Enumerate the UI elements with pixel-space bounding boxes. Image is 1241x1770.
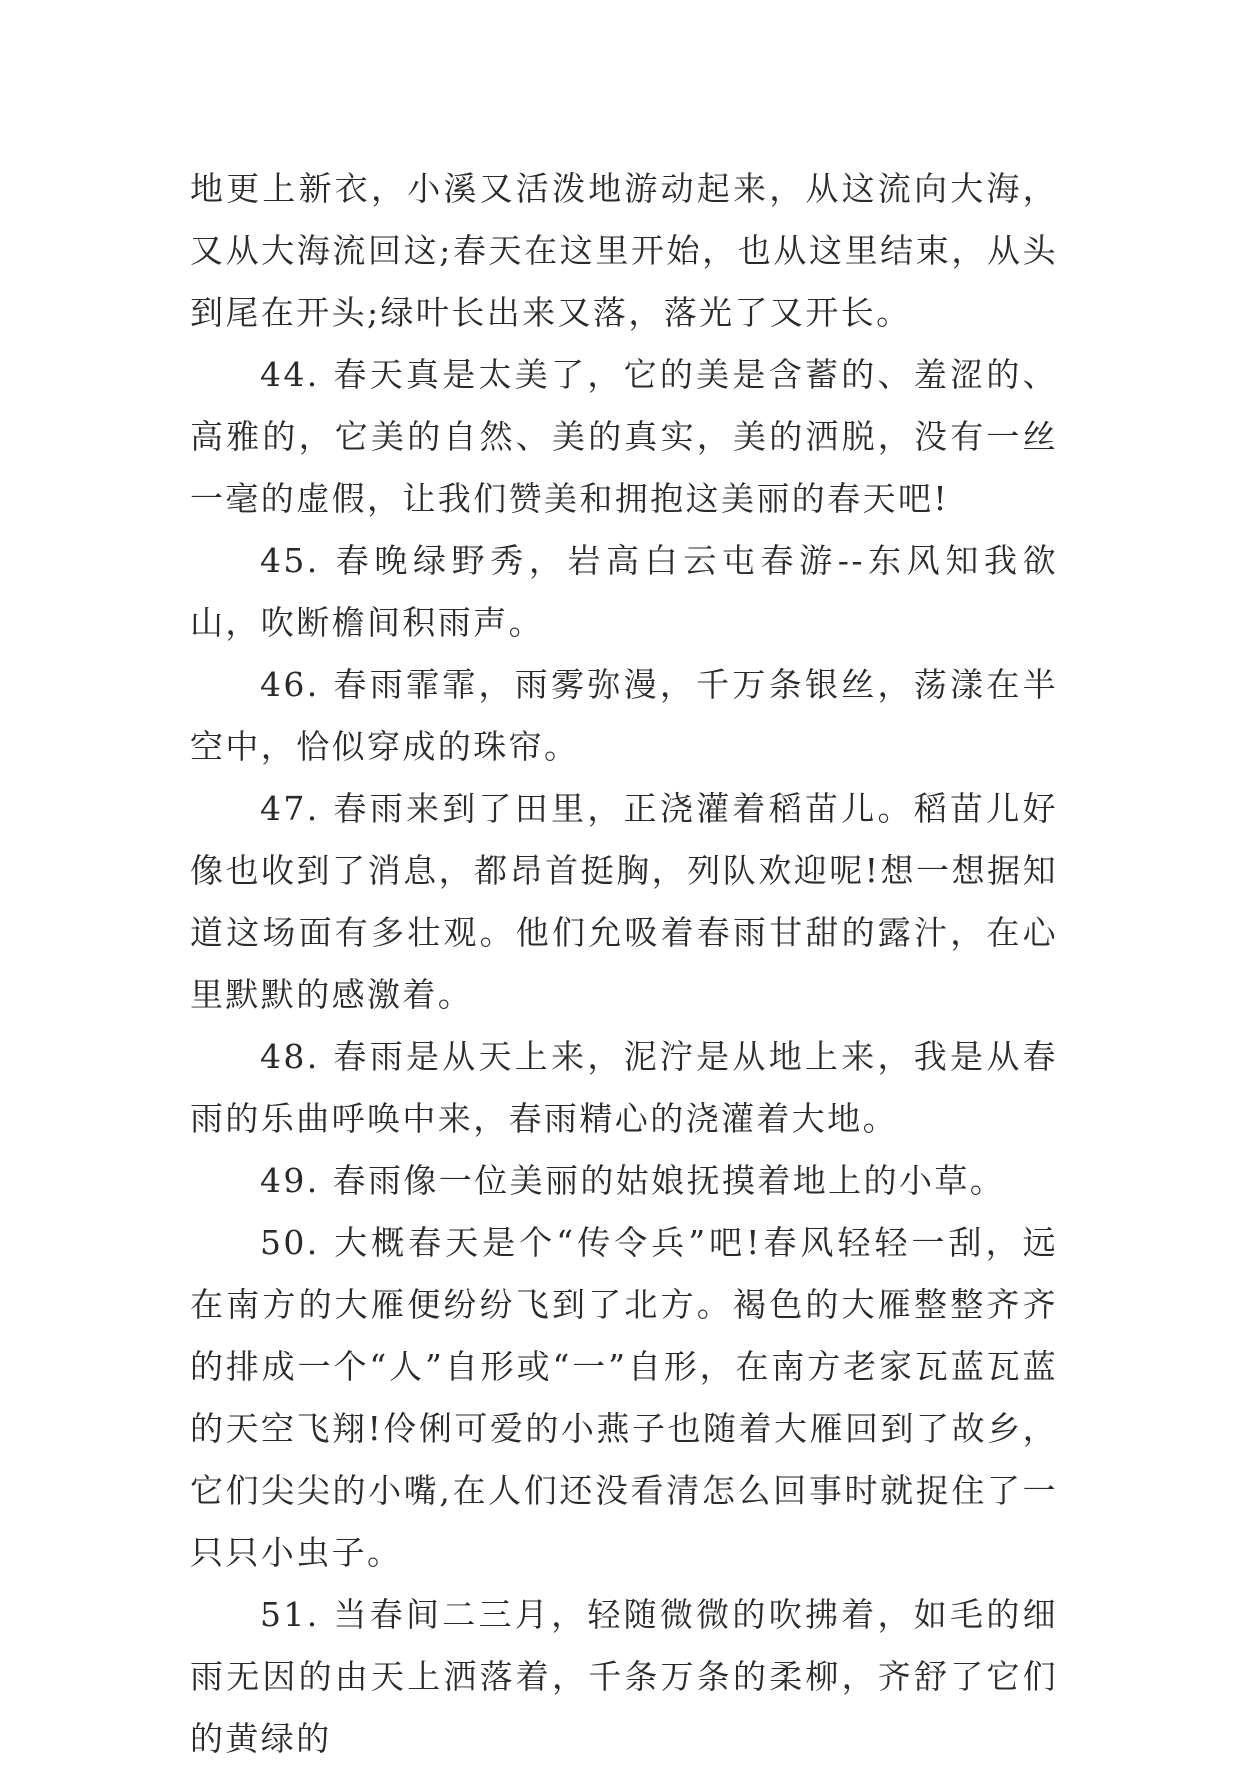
paragraph-47: 47. 春雨来到了田里，正浇灌着稻苗儿。稻苗儿好像也收到了消息，都昂首挺胸，列队欢迎呢!想一想据知道这场面有多壮观。他们允吸着春雨甘甜的露汁，在心里默默的感激着。 bbox=[190, 789, 1058, 1014]
document-page bbox=[190, 158, 1058, 1770]
paragraph-50: 50. 大概春天是个“传令兵”吧!春风轻轻一刮，远在南方的大雁便纷纷飞到了北方。褐色的大雁整整齐齐的排成一个“人”自形或“一”自形，在南方老家瓦蓝瓦蓝的天空飞翔!伶俐可爱的小燕子也随着大雁回到了故乡，它们尖尖的小嘴,在人们还没看清怎么回事时就捉住了一只只小虫子。 bbox=[190, 1223, 1058, 1572]
paragraph-48: 48. 春雨是从天上来，泥泞是从地上来，我是从春雨的乐曲呼唤中来，春雨精心的浇灌着大地。 bbox=[190, 1037, 1058, 1138]
paragraph-46: 46. 春雨霏霏，雨雾弥漫，千万条银丝，荡漾在半空中，恰似穿成的珠帘。 bbox=[190, 665, 1058, 766]
paragraph-51: 51. 当春间二三月，轻随微微的吹拂着，如毛的细雨无因的由天上洒落着，千条万条的柔柳，齐舒了它们的黄绿的 bbox=[190, 1595, 1058, 1758]
paragraph-45: 45. 春晚绿野秀，岩高白云屯春游--东风知我欲山，吹断檐间积雨声。 bbox=[190, 541, 1058, 642]
paragraph-continued: 地更上新衣，小溪又活泼地游动起来，从这流向大海，又从大海流回这;春天在这里开始，也从这里结束，从头到尾在开头;绿叶长出来又落，落光了又开长。 bbox=[190, 169, 1058, 332]
paragraph-44: 44. 春天真是太美了，它的美是含蓄的、羞涩的、高雅的，它美的自然、美的真实，美的洒脱，没有一丝一毫的虚假，让我们赞美和拥抱这美丽的春天吧! bbox=[190, 355, 1058, 518]
paragraph-49: 49. 春雨像一位美丽的姑娘抚摸着地上的小草。 bbox=[260, 1161, 1006, 1200]
